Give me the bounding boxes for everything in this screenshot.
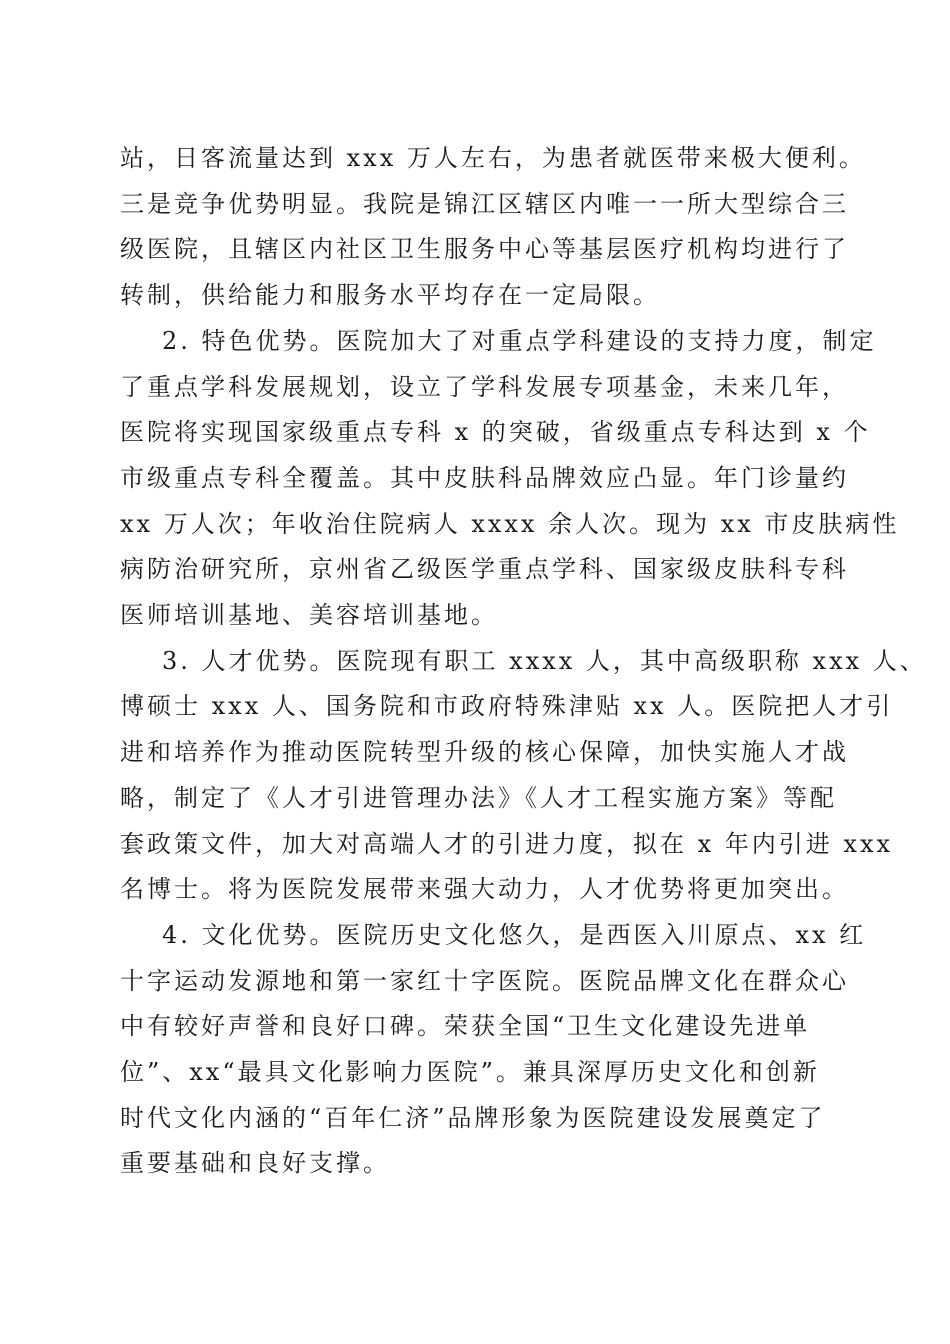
paragraph-talent-advantage <box>120 639 927 913</box>
paragraph-culture-advantage <box>120 913 867 1187</box>
text-line: 4. 文化优势。医院历史文化悠久，是西医入川原点、xx 红 <box>162 920 867 949</box>
text-line: 十字运动发源地和第一家红十字医院。医院品牌文化在群众心 <box>120 966 849 995</box>
text-line: 三是竞争优势明显。我院是锦江区辖区内唯一一所大型综合三 <box>120 189 849 218</box>
text-line: 2. 特色优势。医院加大了对重点学科建设的支持力度，制定 <box>162 326 877 355</box>
text-line: xx 万人次；年收治住院病人 xxxx 余人次。现为 xx 市皮肤病性 <box>120 509 900 538</box>
text-line: 了重点学科发展规划，设立了学科发展专项基金，未来几年， <box>120 372 849 401</box>
text-line: 略，制定了《人才引进管理办法》《人才工程实施方案》等配 <box>120 783 837 812</box>
paragraph-continued-advantages <box>120 136 866 319</box>
text-line: 转制，供给能力和服务水平均存在一定局限。 <box>120 281 660 310</box>
text-line: 3. 人才优势。医院现有职工 xxxx 人，其中高级职称 xxx 人、 <box>162 646 927 675</box>
text-line: 名博士。将为医院发展带来强大动力，人才优势将更加突出。 <box>120 875 849 904</box>
text-line: 市级重点专科全覆盖。其中皮肤科品牌效应凸显。年门诊量约 <box>120 463 849 492</box>
document-body <box>120 136 927 1187</box>
text-line: 级医院，且辖区内社区卫生服务中心等基层医疗机构均进行了 <box>120 235 849 264</box>
text-line: 病防治研究所，京州省乙级医学重点学科、国家级皮肤科专科 <box>120 555 849 584</box>
text-line: 站，日客流量达到 xxx 万人左右，为患者就医带来极大便利。 <box>120 144 866 172</box>
text-line: 医师培训基地、美容培训基地。 <box>120 601 498 630</box>
text-line: 重要基础和良好支撑。 <box>120 1149 390 1178</box>
text-line: 套政策文件，加大对高端人才的引进力度，拟在 x 年内引进 xxx <box>120 829 894 858</box>
paragraph-specialty-advantage <box>120 319 900 639</box>
text-line: 时代文化内涵的“百年仁济”品牌形象为医院建设发展奠定了 <box>120 1103 826 1132</box>
text-line: 进和培养作为推动医院转型升级的核心保障，加快实施人才战 <box>120 738 849 767</box>
text-line: 医院将实现国家级重点专科 x 的突破，省级重点专科达到 x 个 <box>120 418 871 447</box>
text-line: 博硕士 xxx 人、国务院和市政府特殊津贴 xx 人。医院把人才引 <box>120 692 894 721</box>
text-line: 位”、xx“最具文化影响力医院”。兼具深厚历史文化和创新 <box>120 1058 820 1087</box>
text-line: 中有较好声誉和良好口碑。荣获全国“卫生文化建设先进单 <box>120 1012 811 1041</box>
